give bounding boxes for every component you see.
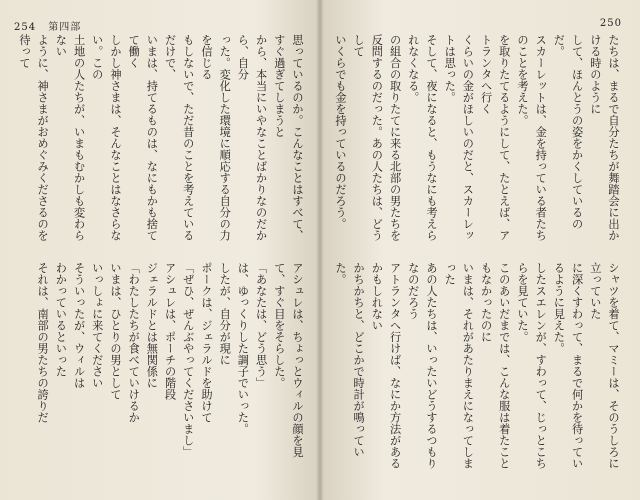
text-line: くらいの金がほしいのだと、スカーレットは思った。: [443, 34, 475, 241]
text-line: スカーレットは、金を持っている者たちのことを考えた。: [515, 34, 548, 241]
text-line: アトランタへ行けば、なにか方法があるかもしれない: [370, 262, 402, 469]
text-line: たちは、まるで自分たちが舞踏会に出かける時のように: [588, 34, 620, 241]
text-line: [330, 262, 331, 480]
text-line: いまは、それがあたりまえになってしまった: [443, 262, 475, 469]
text-line: [330, 34, 331, 252]
text-line: ポークは、ジェラルドを助けて: [199, 262, 213, 423]
text-line: 土地の人たちが、いまもむかしも変わらない: [54, 34, 86, 241]
text-line: ように、神さまがおめぐみくださるのを待って: [17, 34, 50, 241]
text-line: そういったが、ウィルは: [72, 262, 86, 389]
text-line: から、本当にいやなことばかりなのだから、自分: [236, 34, 268, 241]
left-page-header: [14, 18, 81, 33]
right-page: [320, 0, 640, 500]
text-line: アシュレは、ポーチの階段: [163, 262, 177, 400]
text-line: を取りたてるようにして、たとえば、アトランタへ行く: [479, 34, 511, 241]
text-line: いまは、ひとりの男として: [108, 262, 122, 400]
right-page-lower-text: [330, 262, 622, 480]
left-page-number: 254: [14, 22, 37, 33]
text-line: いまは、持てるものは、なにもかも捨てて働く: [127, 34, 159, 241]
text-line: 「わたしたちが食べていけるか: [127, 262, 141, 423]
text-line: そして、夜になると、もうなにも考えられなくなる。: [406, 34, 438, 241]
text-line: いくらでも金を持っているのだろう。: [333, 34, 347, 230]
text-line: 思っているのか。こんなことはすべて、すぐ過ぎてしまうと: [272, 34, 304, 241]
running-head: 第四部: [48, 22, 82, 33]
text-line: あの人たちは、いったいどうするつもりなのだろう: [406, 262, 438, 469]
text-line: いっしょに来てください: [90, 262, 104, 389]
text-line: った。変化した環境に順応する自分の力を信じる: [199, 34, 232, 241]
text-line: しかし神さまは、そんなことはなさらない。この: [90, 34, 122, 241]
text-line: わかっているといった: [54, 262, 68, 377]
text-line: ジェラルドとは無関係に: [145, 262, 159, 389]
text-line: は、ゆっくりした調子でいった。: [236, 262, 250, 435]
right-page-header: [600, 18, 622, 29]
text-line: 「ぜひ、ぜんぶやってくださいまし」: [181, 262, 195, 458]
text-line: したスエレンが、すわって、じっとこちらを見ていた。: [515, 262, 548, 469]
text-line: アシュレは、ちょっとウィルの顔を見て、すぐ目をそらした。: [272, 262, 304, 458]
text-line: したが、自分が現に: [218, 262, 232, 366]
text-line: それは、南部の男たちの誇りだ: [36, 262, 50, 423]
text-line: もしないで、ただ昔のことを考えているだけで、: [163, 34, 195, 241]
right-page-upper-text: [330, 34, 622, 252]
text-line: して、ほんとうの姿をかくしているのだ。: [552, 34, 584, 230]
left-page-upper-text: [14, 34, 306, 252]
text-line: シャツを着て、マミーは、そのうしろに立っていた: [588, 262, 620, 469]
text-line: 反問するのだった。あの人たちは、どうして: [352, 34, 384, 241]
right-page-number: 250: [599, 18, 622, 29]
text-line: 「あなたは、どう思う」: [254, 262, 268, 389]
text-line: [14, 34, 15, 252]
left-page-lower-text: [14, 262, 306, 480]
text-line: このあいだまでは、こんな服は着たこともなかったのに: [479, 262, 511, 469]
text-line: かちかちと、どこかで時計が鳴っていた。: [333, 262, 366, 458]
text-line: に深くすわって、まるで何かを待っているように見えた。: [552, 262, 584, 469]
text-line: の組合の取りたてに来る北部の男たちを: [388, 34, 402, 241]
